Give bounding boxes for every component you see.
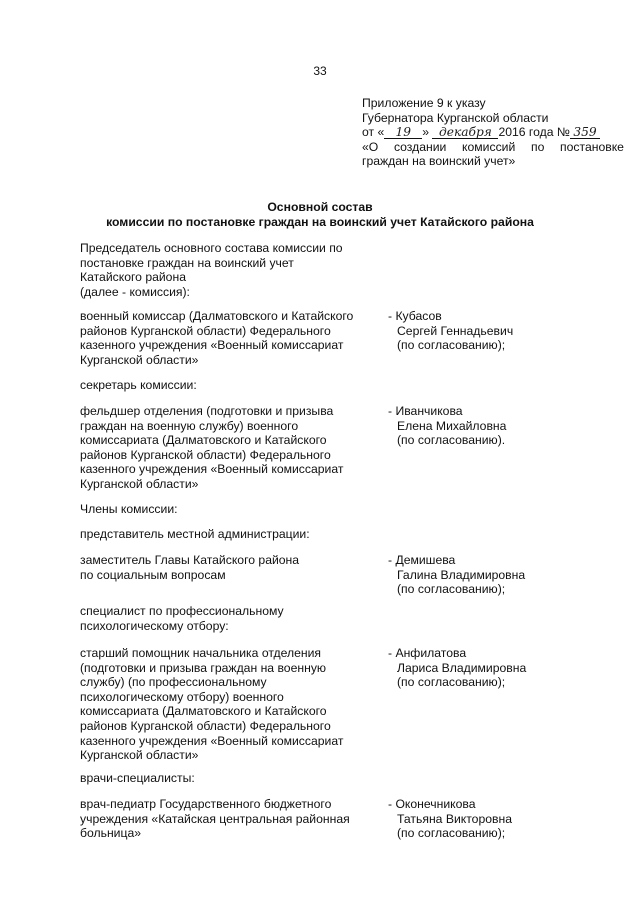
appendix-line-2: Губернатора Курганской области — [362, 110, 549, 125]
person-okonechnikova: - Оконечникова Татьяна Викторовна (по согласованию); — [388, 797, 513, 841]
appendix-line-1: Приложение 9 к указу — [362, 96, 486, 110]
psych-specialist-heading: специалист по профессиональному психологическому отбору: — [80, 604, 284, 633]
members-heading: Члены комиссии: — [80, 502, 178, 516]
date-year: 2016 года № — [498, 125, 570, 140]
chairman-heading: Председатель основного состава комиссии по постановке граждан на воинский учет Катайского района (далее - комиссия): — [80, 241, 343, 299]
title-line-2: комиссии по постановке граждан на воинский учет Катайского района — [106, 214, 534, 229]
secretary-heading: секретарь комиссии: — [80, 378, 197, 392]
date-mid: » — [422, 125, 430, 140]
document-title — [0, 200, 640, 229]
decree-number-handwritten: 359 — [570, 126, 600, 139]
person-demisheva: - Демишева Галина Владимировна (по согласованию); — [388, 553, 526, 597]
appendix-header — [362, 96, 624, 169]
appendix-subject-line-2: граждан на воинский учет» — [362, 154, 516, 169]
appendix-subject-line-1: «О создании комиссий по постановке — [362, 139, 624, 154]
date-day-handwritten: 19 — [384, 126, 422, 139]
role-pediatrician: врач-педиатр Государственного бюджетного учреждения «Катайская центральная районная больница» — [80, 797, 350, 841]
person-anfilatova: - Анфилатова Лариса Владимировна (по согласованию); — [388, 646, 527, 690]
person-ivanchikova: - Иванчикова Елена Михайловна (по согласованию). — [388, 404, 507, 448]
person-kubasov: - Кубасов Сергей Геннадьевич (по согласованию); — [388, 309, 514, 353]
date-prefix: от « — [362, 125, 385, 140]
date-month-handwritten: декабря — [432, 126, 498, 139]
local-admin-heading: представитель местной администрации: — [80, 527, 310, 541]
appendix-date-line — [362, 125, 624, 140]
role-deputy-head: заместитель Главы Катайского района по социальным вопросам — [80, 553, 300, 582]
title-line-1: Основной состав — [267, 200, 373, 214]
role-military-commissar: военный комиссар (Далматовского и Катайского районов Курганской области) Федерального казенного учреждения «Военный комиссариат Курганской области» — [80, 309, 354, 367]
page-number: 33 — [313, 64, 327, 78]
role-paramedic: фельдшер отделения (подготовки и призыва граждан на военную службу) военного комиссариата (Далматовского и Катайского районов Курганской области) Федерального казенного учреждения «Военный комиссариат Курганской области» — [80, 404, 344, 491]
role-senior-assistant: старший помощник начальника отделения (подготовки и призыва граждан на военную службу) (по профессиональному психологическому отбору) военного комиссариата (Далматовского и Катайского районов Курганской области) Федерального казенного учреждения «Военный комиссариат Курганской области» — [80, 646, 344, 763]
doctors-heading: врачи-специалисты: — [80, 771, 195, 785]
